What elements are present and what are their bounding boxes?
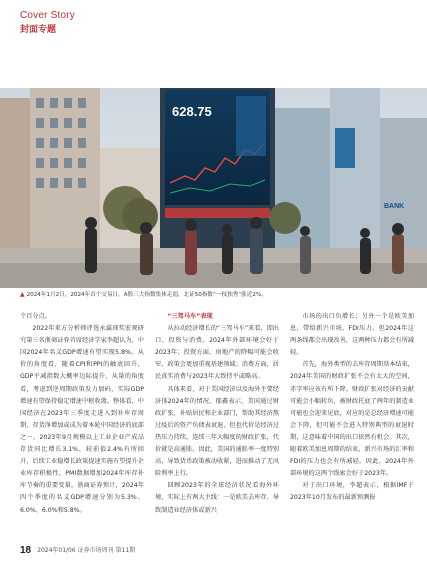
bank-sign: BANK: [384, 203, 405, 210]
photo-caption: [20, 291, 410, 299]
article-paragraph: 首先，海外类型的去库存周期基本结束，2024年美国的财政扩张不会有太大的空间，赤字率应该有所下降。财政扩张对经济的贡献可能会小幅转负，被财政托底了两年的制造业可能也会迎来见底，对应的是总经济增速可能会下降，但可能不会进入特别典型的衰退时期，这意味着中国的出口依然有机会。其次，随着欧美加息周期的结束，新兴市场的汇率和FDI的压力也会有所减轻。因此，2024年外部环境的这两个线索会好于2023年。: [290, 361, 414, 478]
article-paragraph: 对于出口环境，李超表示，根据IMF于2023年10月发布的最新预测报: [290, 482, 414, 502]
article-paragraph: 从拉动经济增长的“三驾马车”来看，即出口、投资与消费。2024年外部环境会好于2023年；投资方面，房地产的降幅可能会收窄，政策会更加重视基建领域；消费方面，居民真实消费与2023年大致持平或略高。: [155, 325, 279, 381]
article-paragraph: 市场的出口负增长；另外一个是欧美加息，带给新兴市场、FDI压力。但2024年这两条线都会出现改善，这两种压力都会有所减轻。: [290, 313, 414, 357]
page-footer: [20, 545, 135, 556]
article-paragraph: 个百分点。: [20, 313, 51, 320]
article-paragraph: 具体来看，对于美国经济以及海外主要经济体2024年的情况，郁鑫表示，美国通过财政扩张，补贴居民和企业部门，帮助其经济熬过疫后的资产负债表衰退，但也代价是经济过热压力持续，连续三年大幅度的财政扩张，代价就是高通胀。因此，美国的通胀率一度特别高，导致货币政策被动收紧，进而推动了无风险利率上行。: [155, 385, 279, 478]
article-paragraph: 2022年来方分析师评选永赢球奖宏观研究第三名浙商证券首席经济学家李超认为，中国2024年名义GDP增速有望实现5.8%。从价的角度看，随着CPI和PPI的触底回升，GDP平减指数大概率边际提升，从量的角度看，考虑到逆周期政策发力加码，实际GDP增速有望保持稳定增速中枢收敛。整体看，中国经济在2023年三季度走进入到补库存周期，存货净增加或成为着本轮中国经济的底部之一。2023年9月规模以上工业企业产成品存货同比增长3.1%，较前值2.4%有所回升，后续工业稳增长政策提速实施有望提升企业库存积极性，PMI数据增加2024年库存补库节奏的重要变量。浙商证券预计，2024年四个季度的名义GDP增速分别为5.3%、6.0%、6.0%和5.8%。: [20, 325, 144, 514]
article-paragraph: 回顾2023年的全球经济状况看海外环境，实际上有两大主线：一是欧美去库存，导致制造业经济体或新兴: [155, 482, 279, 514]
section-title-cn: 封面专题: [20, 25, 57, 35]
article-column-2: [155, 311, 279, 517]
screen-value: 628.75: [172, 104, 212, 119]
section-title-en: Cover Story: [20, 10, 75, 21]
triangle-icon: ▲: [20, 291, 25, 298]
footer-text: 2024年01/06 证券市场周刊 第11期: [37, 547, 136, 554]
caption-text: 2024年1月2日，2024年首个交易日，A股三大指数集体走弱，北证50指数“一枝独秀”涨近2%。: [26, 292, 267, 298]
page-number: 18: [20, 545, 32, 556]
section-heading: “三驾马车”表现: [167, 313, 213, 320]
section-header: [20, 10, 75, 35]
cover-photo: [0, 88, 427, 288]
article-column-3: [290, 311, 414, 505]
article-column-1: [20, 311, 144, 517]
